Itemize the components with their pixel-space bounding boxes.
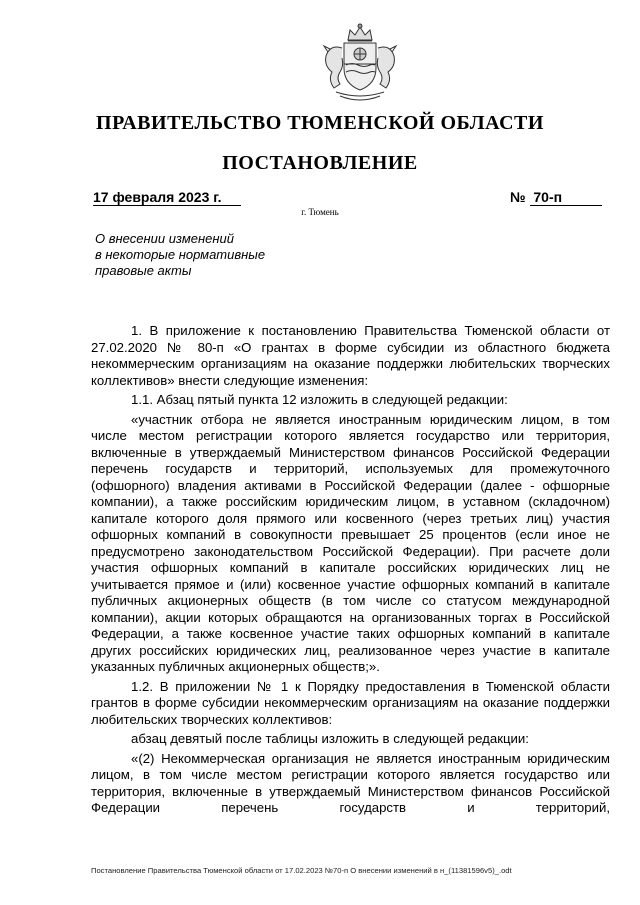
document-subject — [95, 231, 305, 279]
document-number — [530, 189, 602, 206]
document-body — [91, 323, 610, 820]
document-type-title: ПОСТАНОВЛЕНИЕ — [222, 152, 418, 174]
subject-line: в некоторые нормативные — [95, 247, 266, 262]
document-number-value: 70-п — [533, 189, 563, 205]
document-footer: Постановление Правительства Тюменской области от 17.02.2023 №70-п О внесении изменений в н_(11381596v5)_.odt — [91, 866, 512, 875]
subject-line: правовые акты — [95, 263, 192, 278]
body-paragraph: 1. В приложение к постановлению Правительства Тюменской области от 27.02.2020 № 80-п «О грантах в форме субсидии из областного бюджета некоммерческим организациям на оказание поддержки любительских творческих коллективов» внести следующие изменения: — [91, 323, 610, 388]
number-prefix: № — [510, 189, 526, 205]
document-date: 17 февраля 2023 г. — [93, 189, 241, 206]
subject-line: О внесении изменений — [95, 231, 234, 246]
tyumen-region-coat-of-arms-icon — [312, 22, 408, 104]
organization-title: ПРАВИТЕЛЬСТВО ТЮМЕНСКОЙ ОБЛАСТИ — [96, 112, 544, 134]
body-paragraph: 1.1. Абзац пятый пункта 12 изложить в следующей редакции: — [131, 392, 508, 407]
body-paragraph: «(2) Некоммерческая организация не является иностранным юридическим лицом, в том числе местом регистрации которого является государство или территория, включенные в утверждаемый Министерством финансов Российской Федерации перечень государств и территорий, — [91, 750, 610, 815]
document-city: г. Тюмень — [301, 207, 339, 217]
document-number-field — [510, 189, 602, 206]
body-paragraph: 1.2. В приложении № 1 к Порядку предоставления в Тюменской области грантов в форме субсидии некоммерческим организациям на оказание поддержки любительских творческих коллективов: — [91, 678, 610, 727]
body-paragraph: абзац девятый после таблицы изложить в следующей редакции: — [131, 731, 529, 746]
body-paragraph: «участник отбора не является иностранным юридическим лицом, в том числе местом регистрации которого является государство или территория, включенные в утверждаемый Министерством финансов Российской Федерации перечень государств и территорий, используемых для промежуточного (офшорного) владения активами в Российской Федерации (далее - офшорные компании), а также российским юридическим лицом, в уставном (складочном) капитале которого доля прямого или косвенного (через третьих лиц) участия офшорных компаний в совокупности превышает 25 процентов (если иное не предусмотрено законодательством Российской Федерации). При расчете доли участия офшорных компаний в капитале российских юридических лиц не учитывается прямое и (или) косвенное участие офшорных компаний в капитале публичных акционерных обществ (в том числе со статусом международной компании), акции которых обращаются на организованных торгах в Российской Федерации, а также косвенное участие таких офшорных компаний в капитале других российских юридических лиц, реализованное через участие в капитале указанных публичных акционерных обществ;». — [91, 411, 610, 674]
